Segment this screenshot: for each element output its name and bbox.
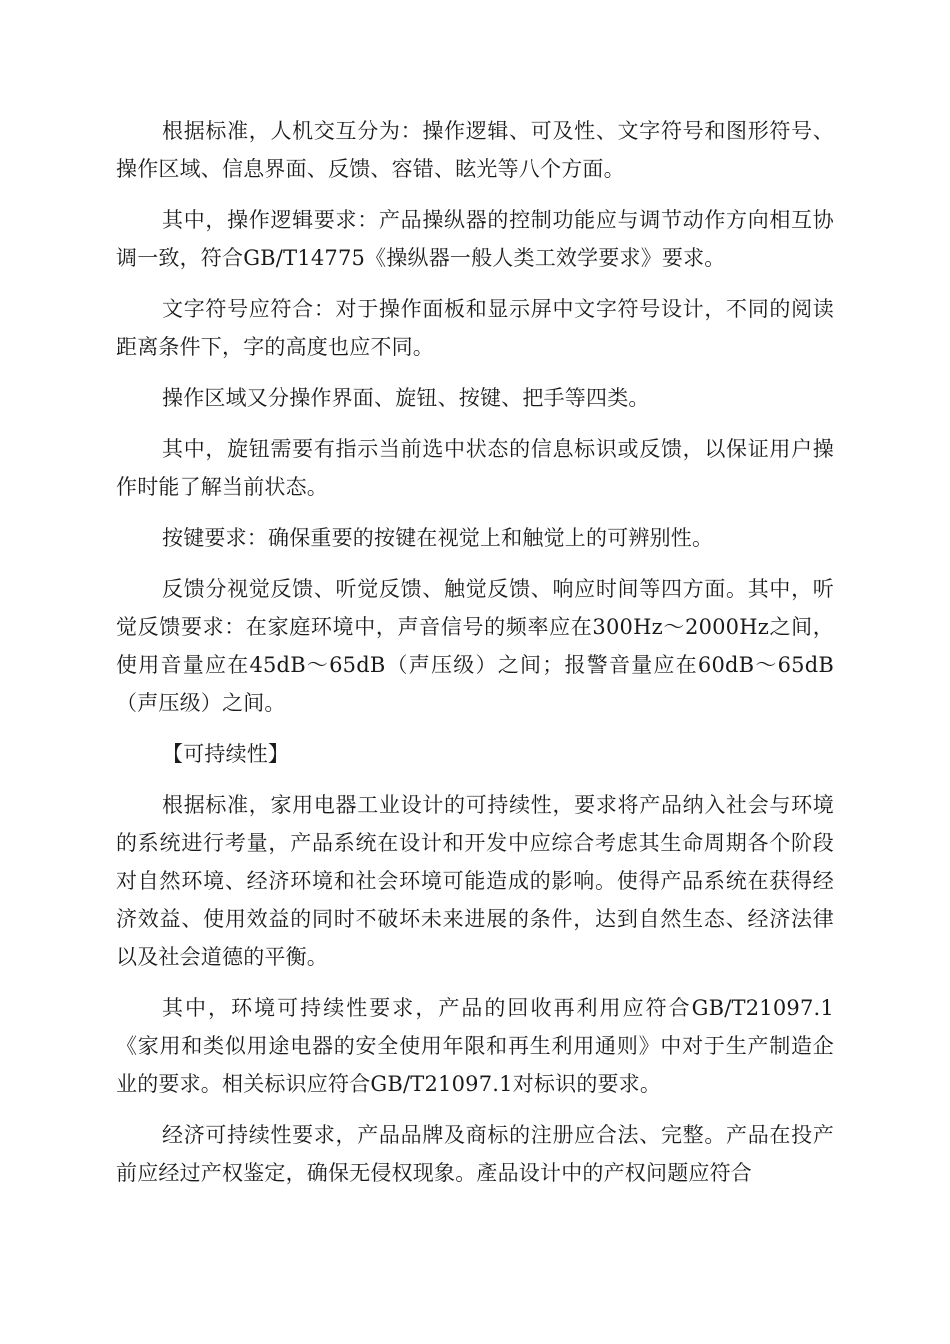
paragraph-sustainability-overview: 根据标准，家用电器工业设计的可持续性，要求将产品纳入社会与环境的系统进行考量，产品系统在设计和开发中应综合考虑其生命周期各个阶段对自然环境、经济环境和社会环境可能造成的影响。使得产品系统在获得经济效益、使用效益的同时不破坏未来进展的条件，达到自然生态、经济法律以及社会道德的平衡。 xyxy=(116,793,834,969)
section-heading-sustainability: 【可持续性】 xyxy=(162,742,290,766)
paragraph-button: 按键要求：确保重要的按键在视觉上和触觉上的可辨别性。 xyxy=(162,526,714,550)
document-body xyxy=(116,112,834,1205)
paragraph-knob: 其中，旋钮需要有指示当前选中状态的信息标识或反馈，以保证用户操作时能了解当前状态。 xyxy=(116,437,834,499)
paragraph-environmental-sustainability: 其中，环境可持续性要求，产品的回收再利用应符合GB/T21097.1《家用和类似用途电器的安全使用年限和再生利用通则》中对于生产制造企业的要求。相关标识应符合GB/T21097.1对标识的要求。 xyxy=(116,996,834,1096)
paragraph-operation-logic: 其中，操作逻辑要求：产品操纵器的控制功能应与调节动作方向相互协调一致，符合GB/T14775《操纵器一般人类工效学要求》要求。 xyxy=(116,208,834,270)
paragraph-text-symbols: 文字符号应符合：对于操作面板和显示屏中文字符号设计，不同的阅读距离条件下，字的高度也应不同。 xyxy=(116,297,834,359)
paragraph-economic-sustainability: 经济可持续性要求，产品品牌及商标的注册应合法、完整。产品在投产前应经过产权鉴定，确保无侵权现象。產品设计中的产权问题应符合 xyxy=(116,1123,834,1185)
paragraph-interaction-overview: 根据标准，人机交互分为：操作逻辑、可及性、文字符号和图形符号、操作区域、信息界面、反馈、容错、眩光等八个方面。 xyxy=(116,119,834,181)
paragraph-feedback: 反馈分视觉反馈、听觉反馈、触觉反馈、响应时间等四方面。其中，听觉反馈要求：在家庭环境中，声音信号的频率应在300Hz～2000Hz之间，使用音量应在45dB～65dB（声压级）之间；报警音量应在60dB～65dB（声压级）之间。 xyxy=(116,577,834,715)
paragraph-operation-area: 操作区域又分操作界面、旋钮、按键、把手等四类。 xyxy=(162,386,650,410)
